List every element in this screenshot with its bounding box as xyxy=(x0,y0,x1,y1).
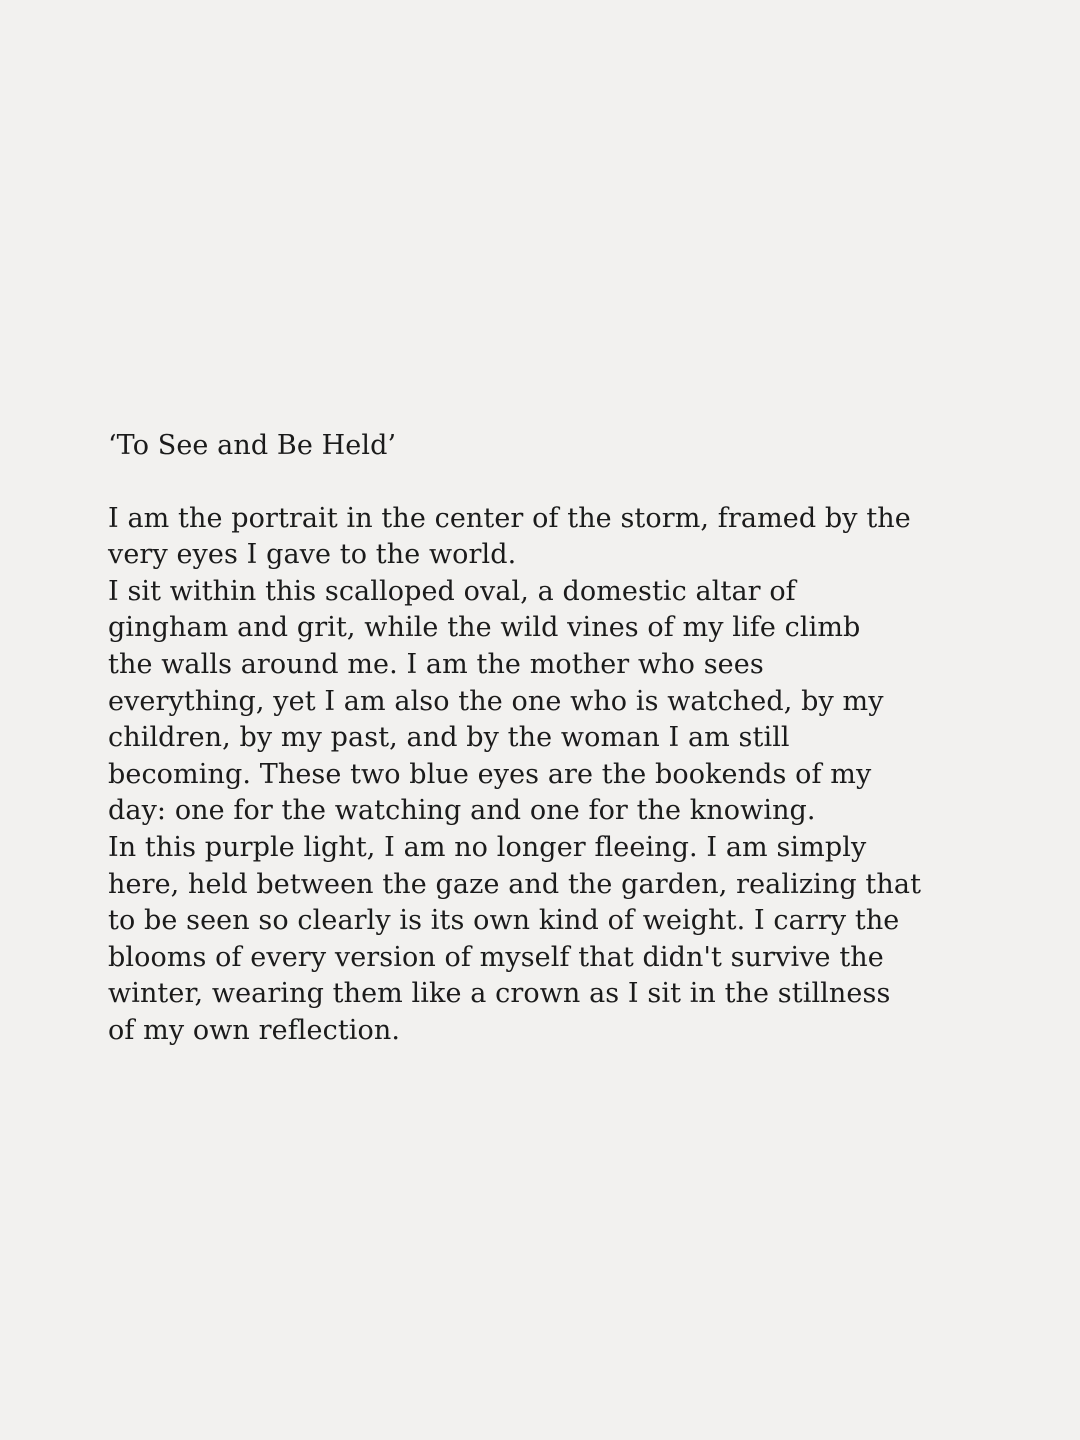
poem-body xyxy=(108,428,988,1050)
poem-line: here, held between the gaze and the garden, realizing that xyxy=(108,868,922,900)
poem-line: blooms of every version of myself that didn't survive the xyxy=(108,941,884,973)
poem-line: of my own reflection. xyxy=(108,1014,401,1046)
poem-title: ‘To See and Be Held’ xyxy=(108,430,397,461)
poem-line: very eyes I gave to the world. xyxy=(108,539,517,571)
poem-line: I am the portrait in the center of the storm, framed by the xyxy=(108,502,911,534)
poem-line: everything, yet I am also the one who is watched, by my xyxy=(108,685,884,717)
poem-line: day: one for the watching and one for the knowing. xyxy=(108,795,816,827)
poem-line: gingham and grit, while the wild vines of my life climb xyxy=(108,612,861,644)
poem-line: to be seen so clearly is its own kind of weight. I carry the xyxy=(108,905,900,937)
poem-line: children, by my past, and by the woman I am still xyxy=(108,722,790,754)
poem-line: becoming. These two blue eyes are the bookends of my xyxy=(108,758,872,790)
poem-line: the walls around me. I am the mother who sees xyxy=(108,648,764,680)
poem-line: I sit within this scalloped oval, a domestic altar of xyxy=(108,575,796,607)
poem-line: winter, wearing them like a crown as I sit in the stillness xyxy=(108,978,891,1010)
poem-line: In this purple light, I am no longer fleeing. I am simply xyxy=(108,831,867,863)
